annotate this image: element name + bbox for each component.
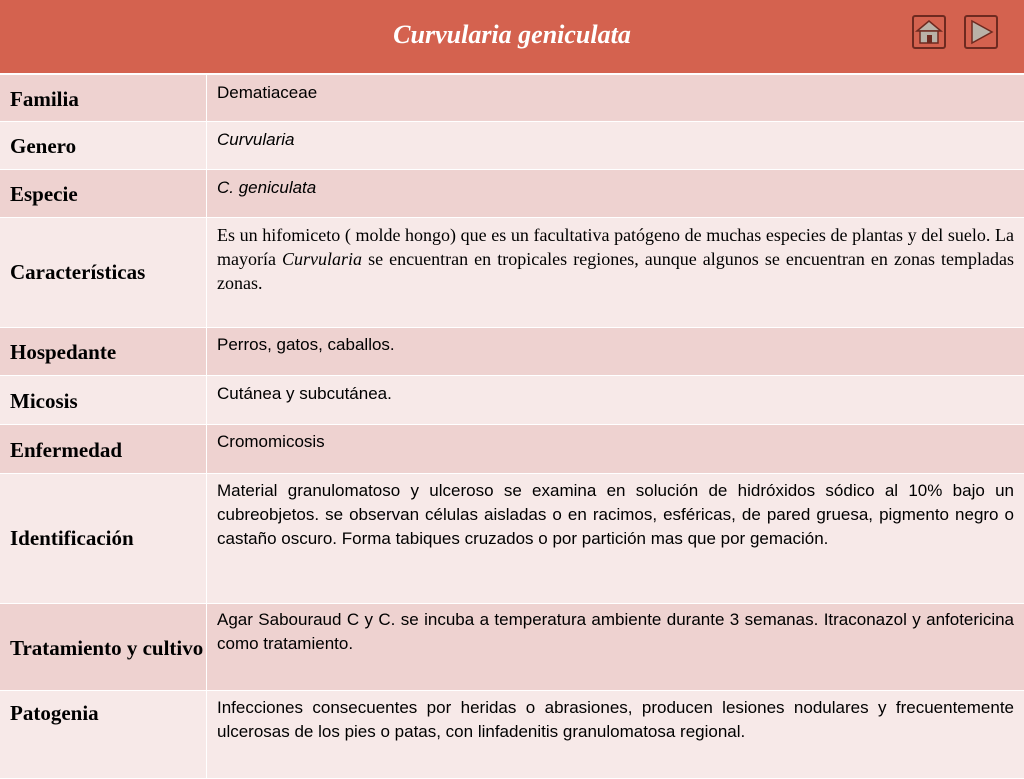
table-row (0, 691, 1024, 779)
row-label: Especie (0, 170, 207, 218)
row-value: Agar Sabouraud C y C. se incuba a temperatura ambiente durante 3 semanas. Itraconazol y anfotericina como tratamiento. (207, 604, 1024, 691)
title-bar (0, 0, 1024, 75)
row-value (207, 218, 1024, 328)
row-value-text: se encuentran en tropicales regiones, aunque algunos se encuentran en zonas templadas zonas. (217, 249, 1014, 293)
table-row (0, 604, 1024, 691)
info-table (0, 75, 1024, 779)
row-label: Tratamiento y cultivo (0, 604, 207, 691)
row-label: Enfermedad (0, 425, 207, 474)
table-row (0, 328, 1024, 376)
row-label: Hospedante (0, 328, 207, 376)
home-icon (914, 17, 944, 47)
row-value: Cromomicosis (207, 425, 1024, 474)
row-value: C. geniculata (207, 170, 1024, 218)
table-row (0, 474, 1024, 604)
table-row (0, 425, 1024, 474)
table-row (0, 218, 1024, 328)
row-value: Cutánea y subcutánea. (207, 376, 1024, 425)
page-title: Curvularia geniculata (0, 20, 1024, 50)
table-row (0, 376, 1024, 425)
table-row (0, 75, 1024, 122)
row-label: Patogenia (0, 691, 207, 779)
row-value: Dematiaceae (207, 75, 1024, 122)
row-value: Curvularia (207, 122, 1024, 170)
row-label: Identificación (0, 474, 207, 604)
table-row (0, 170, 1024, 218)
play-right-icon (966, 17, 996, 47)
home-button[interactable] (912, 15, 946, 49)
row-value: Infecciones consecuentes por heridas o abrasiones, producen lesiones nodulares y frecuentemente ulcerosas de los pies o patas, con linfadenitis granulomatosa regional. (207, 691, 1024, 779)
row-label: Genero (0, 122, 207, 170)
table-row (0, 122, 1024, 170)
row-value-italic: Curvularia (282, 249, 362, 269)
row-value-text: Es un hifomiceto ( molde hongo) que es un facultativa patógeno de muchas especies de plantas y del suelo. La mayoría (217, 225, 1014, 269)
row-value: Perros, gatos, caballos. (207, 328, 1024, 376)
next-slide-button[interactable] (964, 15, 998, 49)
row-value: Material granulomatoso y ulceroso se examina en solución de hidróxidos sódico al 10% bajo un cubreobjetos. se observan células aisladas o en racimos, esféricas, de pared gruesa, pigmento negro o castaño oscuro. Forma tabiques cruzados o por partición mas que por gemación. (207, 474, 1024, 604)
row-label: Micosis (0, 376, 207, 425)
row-label: Familia (0, 75, 207, 122)
row-label: Características (0, 218, 207, 328)
